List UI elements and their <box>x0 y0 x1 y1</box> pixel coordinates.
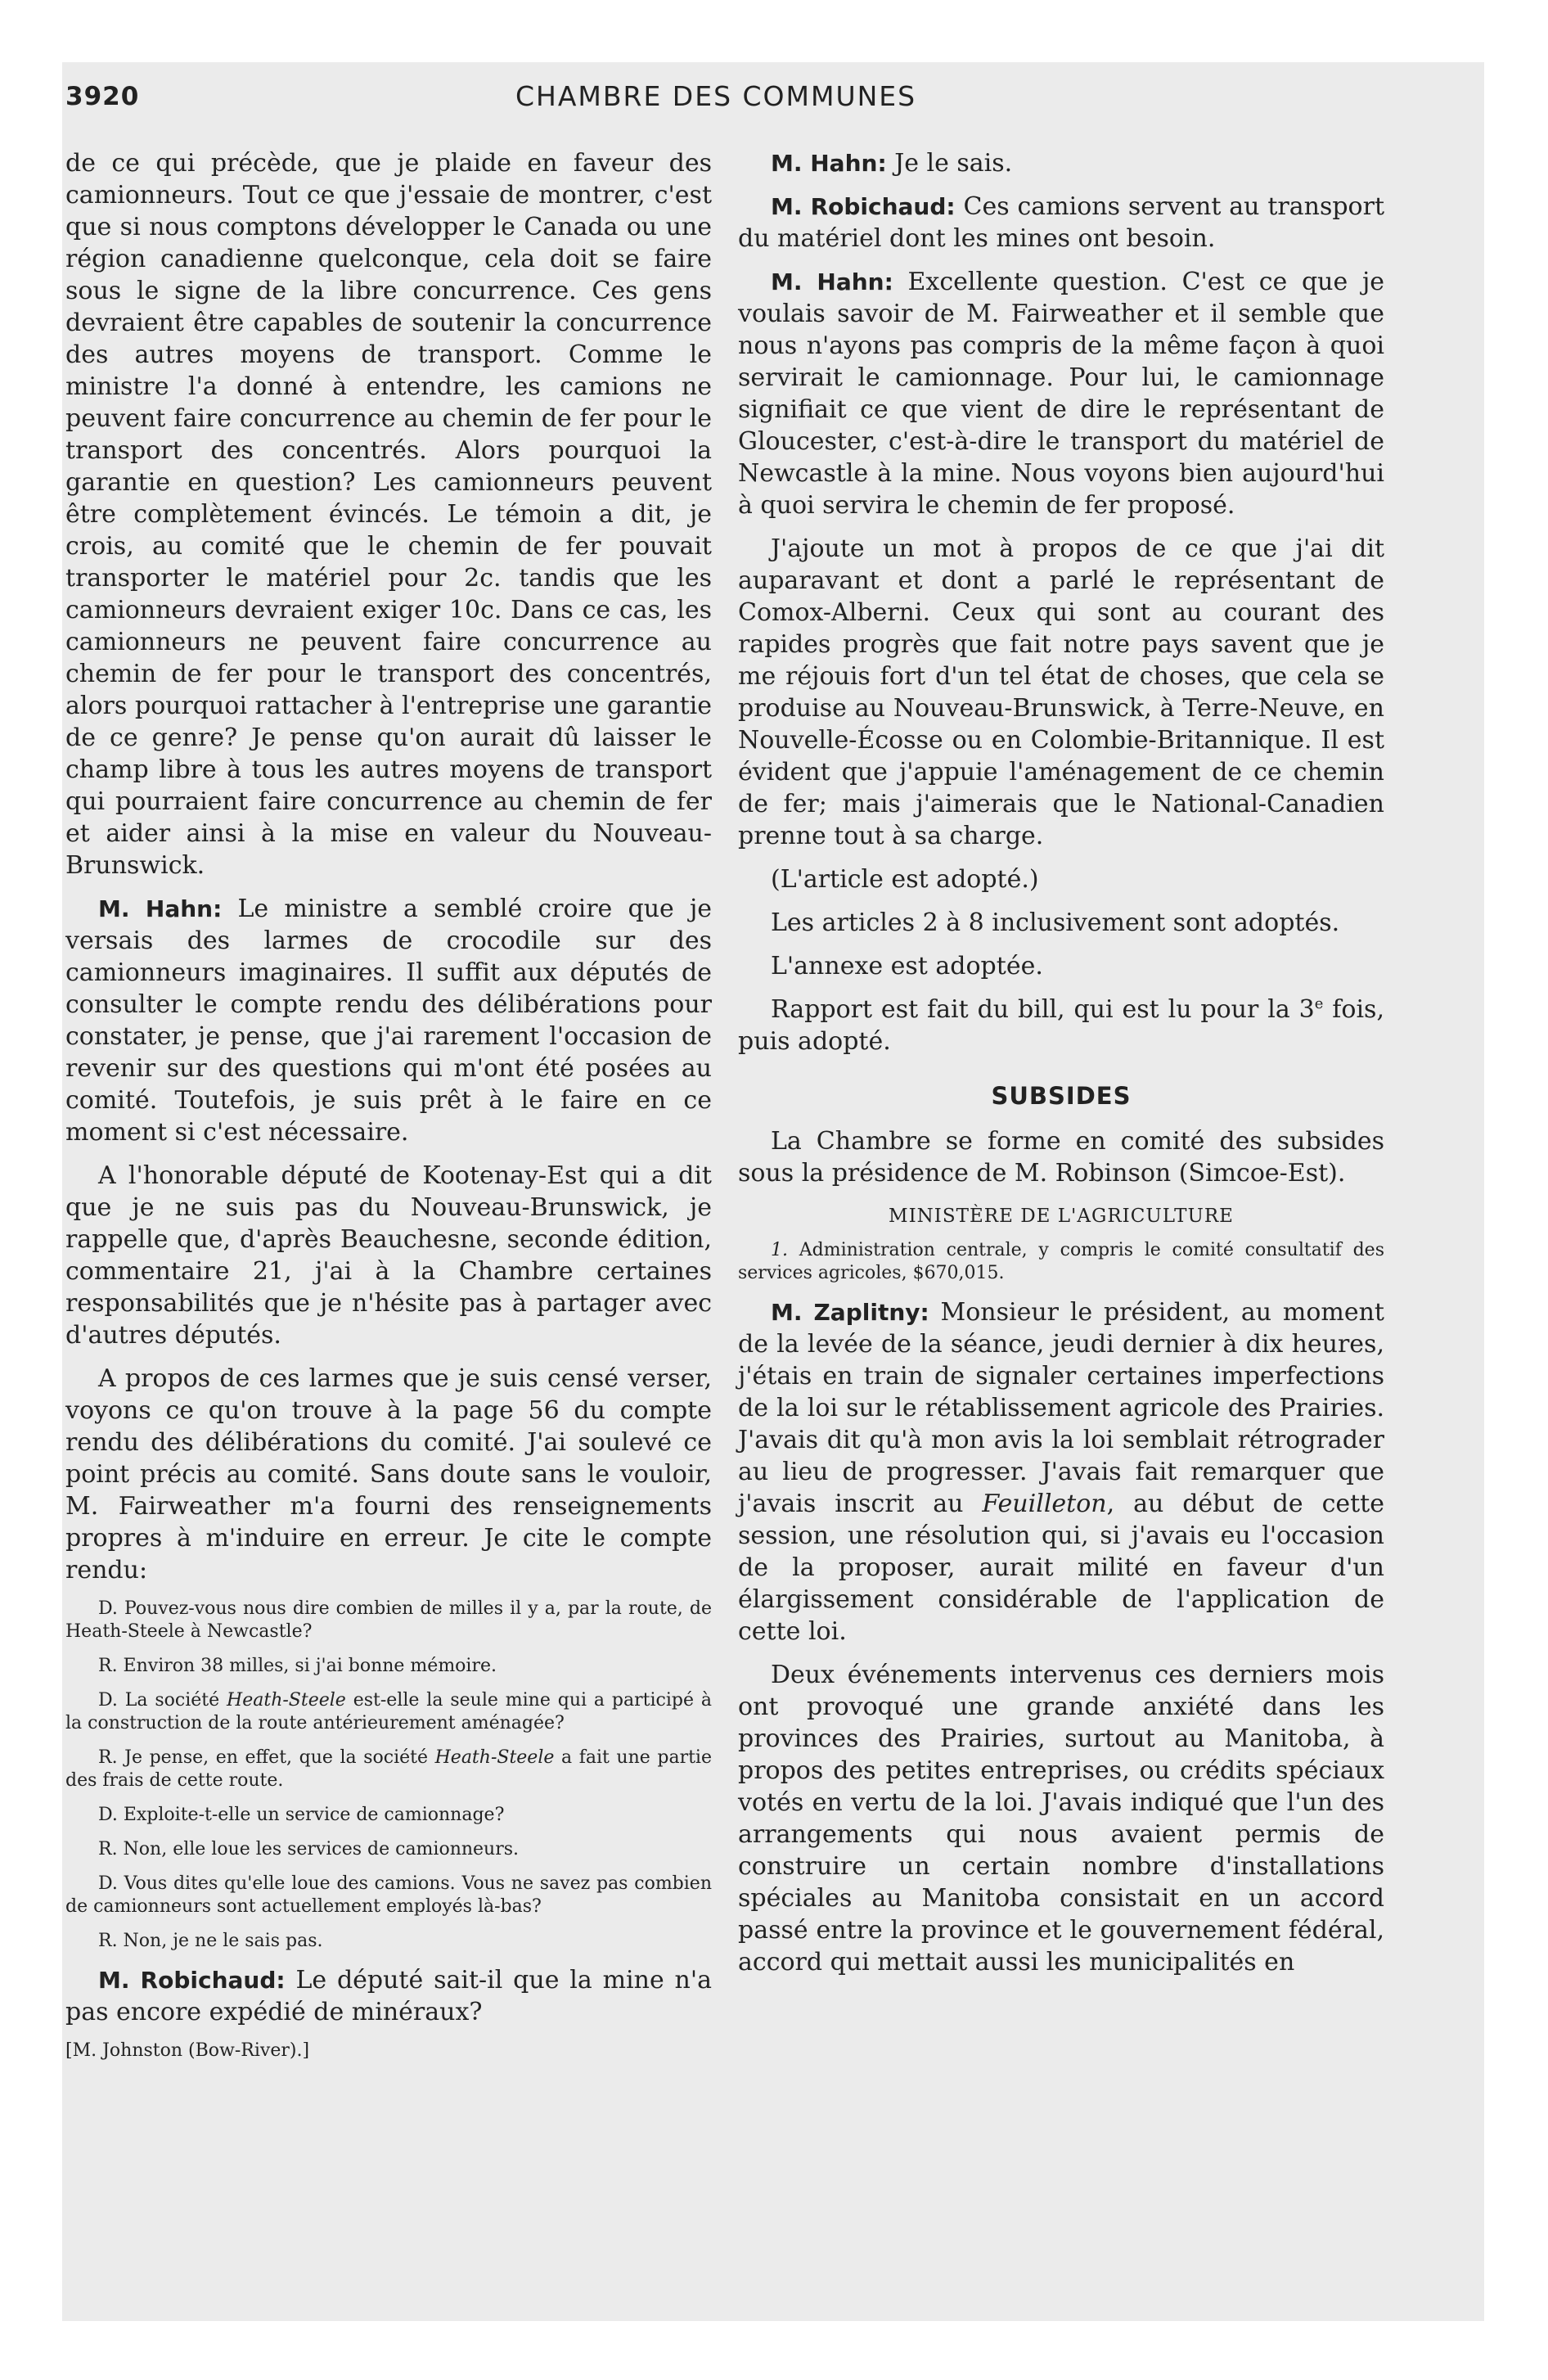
question: D. Pouvez-vous nous dire combien de milles il y a, par la route, de Heath-Steele à Newcastle? <box>65 1598 712 1642</box>
speech <box>738 147 1384 179</box>
speech <box>738 266 1384 521</box>
paragraph: de ce qui précède, que je plaide en faveur des camionneurs. Tout ce que j'essaie de montrer, c'est que si nous comptons développer le Canada ou une région canadienne quelconque, cela doit se faire sous le signe de la libre concurrence. Ces gens devraient être capables de soutenir la concurrence des autres moyens de transport. Comme le ministre l'a donné à entendre, les camions ne peuvent faire concurrence au chemin de fer pour le transport des concentrés. Alors pourquoi la garantie en question? Les camionneurs peuvent être complètement évincés. Le témoin a dit, je crois, au comité que le chemin de fer pouvait transporter le matériel pour 2c. tandis que les camionneurs devraient exiger 10c. Dans ce cas, les camionneurs ne peuvent faire concurrence au chemin de fer pour le transport des concentrés, alors pourquoi rattacher à l'entreprise une garantie de ce genre? Je pense qu'on aurait dû laisser le champ libre à tous les autres moyens de transport qui pourraient faire concurrence au chemin de fer et aider ainsi à la mise en valeur du Nouveau-Brunswick. <box>65 149 712 880</box>
speech-text: Le ministre a semblé croire que je versais des larmes de crocodile sur des camionneurs imaginaires. Il suffit aux députés de consulter le compte rendu des délibérations pour constater, je pense, que j'ai rarement l'occasion de revenir sur des questions qui m'ont été posées au comité. Toutefois, je suis prêt à le faire en ce moment si c'est nécessaire. <box>65 895 712 1147</box>
question-text: D. La société <box>98 1690 227 1711</box>
left-column <box>65 147 712 2062</box>
page-header <box>65 82 1366 131</box>
page-number: 3920 <box>65 82 140 111</box>
answer: R. Environ 38 milles, si j'ai bonne mémoire. <box>98 1656 497 1676</box>
company-name: Heath-Steele <box>227 1690 346 1711</box>
answer <box>65 1747 712 1792</box>
speech <box>65 893 712 1148</box>
byline: [M. Johnston (Bow-River).] <box>65 2040 310 2061</box>
publication-name: Feuilleton <box>982 1490 1107 1518</box>
speech-text: Je le sais. <box>894 149 1013 178</box>
paragraph: La Chambre se forme en comité des subsides sous la présidence de M. Robinson (Simcoe-Est). <box>738 1127 1384 1188</box>
speech-text: Monsieur le président, au moment de la levée de la séance, jeudi dernier à dix heures, j'étais en train de signaler certaines imperfections de la loi sur le rétablissement agricole des Prairies. J'avais dit qu'à mon avis la loi semblait rétrograder au lieu de progresser. J'avais fait remarquer que j'avais inscrit au <box>738 1298 1384 1518</box>
answer-text: R. Je pense, en effet, que la société <box>98 1747 435 1768</box>
paragraph: A propos de ces larmes que je suis censé verser, voyons ce qu'on trouve à la page 56 du compte rendu des délibérations du comité. J'ai soulevé ce point précis au comité. Sans doute sans le vouloir, M. Fairweather m'a fourni des renseignements propres à m'induire en erreur. Je cite le compte rendu: <box>65 1364 712 1584</box>
superscript: e <box>1314 995 1324 1012</box>
speaker-name: M. Hahn: <box>98 895 223 922</box>
right-column <box>738 147 1384 1990</box>
speaker-name: M. Robichaud: <box>771 193 956 220</box>
answer-text: a fait une partie des frais de cette route. <box>65 1747 712 1791</box>
speech-text: , au début de cette session, une résolution qui, si j'avais eu l'occasion de la proposer, aurait milité en faveur d'un élargissement considérable de l'application de cette loi. <box>738 1490 1384 1646</box>
question <box>65 1689 712 1735</box>
budget-item <box>738 1239 1384 1285</box>
question: D. Vous dites qu'elle loue des camions. Vous ne savez pas combien de camionneurs sont actuellement employés là-bas? <box>65 1873 712 1917</box>
speaker-name: M. Hahn: <box>771 268 893 295</box>
paragraph: Deux événements intervenus ces derniers mois ont provoqué une grande anxiété dans les provinces des Prairies, surtout au Manitoba, à propos des petites entreprises, ou crédits spéciaux votés en vertu de la loi. J'avais indiqué que l'un des arrangements qui nous avaient permis de construire un certain nombre d'installations spéciales au Manitoba consistait en un accord passé entre la province et le gouvernement fédéral, accord qui mettait aussi les municipalités en <box>738 1661 1384 1977</box>
company-name: Heath-Steele <box>434 1747 555 1768</box>
paragraph-text: fois, puis adopté. <box>738 995 1384 1056</box>
question: D. Exploite-t-elle un service de camionnage? <box>98 1805 505 1825</box>
speech-text: Ces camions servent au transport du matériel dont les mines ont besoin. <box>738 192 1384 253</box>
paragraph-text: Rapport est fait du bill, qui est lu pour la 3 <box>771 995 1315 1024</box>
speech-text: Excellente question. C'est ce que je voulais savoir de M. Fairweather et il semble que nous n'ayons pas compris de la même façon à quoi servirait le camionnage. Pour lui, le camionnage signifiait ce que vient de dire le représentant de Gloucester, c'est-à-dire le transport du matériel de Newcastle à la mine. Nous voyons bien aujourd'hui à quoi servira le chemin de fer proposé. <box>738 268 1385 520</box>
speech <box>738 1296 1384 1648</box>
paragraph <box>738 994 1384 1057</box>
paragraph: J'ajoute un mot à propos de ce que j'ai dit auparavant et dont a parlé le représentant de Comox-Alberni. Ceux qui sont au courant des rapides progrès que fait notre pays savent que je me réjouis fort d'un tel état de choses, que cela se produise au Nouveau-Brunswick, à Terre-Neuve, en Nouvelle-Écosse ou en Colombie-Britannique. Il est évident que j'appuie l'aménagement de ce chemin de fer; mais j'aimerais que le National-Canadien prenne tout à sa charge. <box>738 534 1384 850</box>
speaker-name: M. Hahn: <box>771 150 887 177</box>
section-title: SUBSIDES <box>991 1082 1132 1110</box>
item-number: 1. <box>771 1240 788 1260</box>
paragraph: Les articles 2 à 8 inclusivement sont adoptés. <box>771 908 1340 937</box>
answer: R. Non, elle loue les services de camionneurs. <box>98 1839 520 1859</box>
running-title: CHAMBRE DES COMMUNES <box>515 80 917 112</box>
question-text: est-elle la seule mine qui a participé à la construction de la route antérieurement aménagée? <box>65 1690 712 1733</box>
ministry-title: MINISTÈRE DE L'AGRICULTURE <box>889 1206 1234 1227</box>
speech <box>738 191 1384 255</box>
speaker-name: M. Zaplitny: <box>771 1299 929 1326</box>
speech-text: Le député sait-il que la mine n'a pas encore expédié de minéraux? <box>65 1966 712 2026</box>
answer: R. Non, je ne le sais pas. <box>98 1931 323 1951</box>
paragraph: L'annexe est adoptée. <box>771 952 1043 980</box>
paragraph: (L'article est adopté.) <box>771 865 1039 894</box>
speech <box>65 1964 712 2028</box>
speaker-name: M. Robichaud: <box>98 1967 286 1994</box>
item-text: Administration centrale, y compris le comité consultatif des services agricoles, $670,015. <box>738 1240 1384 1283</box>
paragraph: A l'honorable député de Kootenay-Est qui a dit que je ne suis pas du Nouveau-Brunswick, je rappelle que, d'après Beauchesne, seconde édition, commentaire 21, j'ai à la Chambre certaines responsabilités que je n'hésite pas à partager avec d'autres députés. <box>65 1161 712 1350</box>
